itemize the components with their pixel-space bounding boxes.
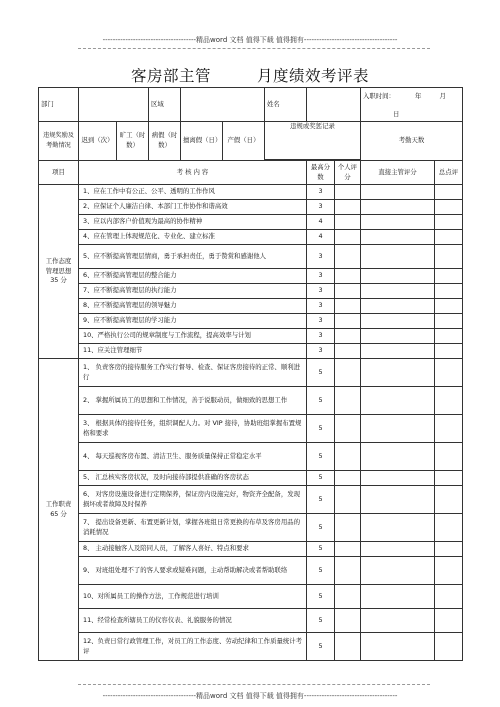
total-comment-cell[interactable] — [435, 215, 463, 230]
total-comment-cell[interactable] — [435, 443, 463, 471]
table-row — [39, 215, 463, 230]
supervisor-score-cell[interactable] — [361, 514, 435, 542]
self-score-cell[interactable] — [335, 284, 361, 299]
section-label: 工作态度管理思想35 分 — [39, 185, 79, 359]
criterion-text: 12、负责日常行政管理工作，对员工的工作态度、劳动纪律和工作质量统计考评 — [79, 633, 307, 661]
self-score-cell[interactable] — [335, 299, 361, 314]
total-comment-cell[interactable] — [435, 200, 463, 215]
title-left: 客房部主管 — [130, 67, 211, 85]
self-score-cell[interactable] — [335, 245, 361, 269]
self-score-cell[interactable] — [335, 443, 361, 471]
criterion-text: 5、应不断提高管理层情商，勇于承担责任，勇于赞赏和感谢他人 — [79, 245, 307, 269]
table-row — [39, 230, 463, 245]
criterion-text: 4、应在管理上体现规范化、专业化、建立标准 — [79, 230, 307, 245]
self-score-cell[interactable] — [335, 329, 361, 344]
supervisor-score-cell[interactable] — [361, 200, 435, 215]
table-row — [39, 557, 463, 585]
total-comment-cell[interactable] — [435, 633, 463, 661]
footer-divider — [78, 684, 430, 685]
absent-label: 旷工（时数） — [117, 122, 149, 161]
table-row — [39, 387, 463, 415]
criterion-text: 10、严格执行公司的规章制度与工作流程，提高效率与计划 — [79, 329, 307, 344]
late-label: 迟到（次） — [79, 122, 117, 161]
table-row — [39, 284, 463, 299]
table-row — [39, 314, 463, 329]
max-score: 5 — [307, 609, 335, 633]
supervisor-score-cell[interactable] — [361, 269, 435, 284]
total-comment-cell[interactable] — [435, 284, 463, 299]
total-comment-cell[interactable] — [435, 585, 463, 609]
table-row — [39, 542, 463, 557]
department-label: 部门 — [39, 88, 79, 122]
table-row — [39, 471, 463, 486]
total-comment-cell[interactable] — [435, 415, 463, 443]
self-score-cell[interactable] — [335, 359, 361, 387]
day-label: 日 — [393, 109, 400, 118]
criterion-text: 2、应保证个人廉洁自律、本部门工作协作和谐高效 — [79, 200, 307, 215]
total-comment-cell[interactable] — [435, 387, 463, 415]
area-value[interactable] — [181, 88, 265, 122]
criterion-text: 4、 每天巡视客房布置、清洁卫生、服务质量保持正常稳定水平 — [79, 443, 307, 471]
name-value[interactable] — [307, 88, 361, 122]
name-label: 姓名 — [265, 88, 307, 122]
supervisor-score-cell[interactable] — [361, 471, 435, 486]
max-score: 5 — [307, 514, 335, 542]
header-divider — [78, 48, 430, 49]
self-score-cell[interactable] — [335, 471, 361, 486]
self-score-cell[interactable] — [335, 269, 361, 284]
max-score: 5 — [307, 633, 335, 661]
self-score-cell[interactable] — [335, 585, 361, 609]
supervisor-score-cell[interactable] — [361, 387, 435, 415]
supervisor-score-cell[interactable] — [361, 185, 435, 200]
criterion-text: 9、 对班组处理不了的客人要求或疑难问题，主动帮助解决或者帮助联络 — [79, 557, 307, 585]
criterion-text: 11、经常检查所辖员工的仪容仪表、礼貌服务的情况 — [79, 609, 307, 633]
table-row — [39, 585, 463, 609]
department-value[interactable] — [79, 88, 149, 122]
max-score: 5 — [307, 585, 335, 609]
self-score-cell[interactable] — [335, 185, 361, 200]
self-score-cell[interactable] — [335, 514, 361, 542]
col-max-score: 最高分数 — [307, 161, 335, 185]
supervisor-score-cell[interactable] — [361, 215, 435, 230]
section-label: 工作职责65 分 — [39, 359, 79, 661]
supervisor-score-cell[interactable] — [361, 415, 435, 443]
supervisor-score-cell[interactable] — [361, 633, 435, 661]
month-label: 月 — [439, 92, 446, 100]
supervisor-score-cell[interactable] — [361, 344, 435, 359]
total-comment-cell[interactable] — [435, 609, 463, 633]
supervisor-score-cell[interactable] — [361, 609, 435, 633]
table-row — [39, 443, 463, 471]
criterion-text: 10、对所属员工的操作方法，工作规范进行培训 — [79, 585, 307, 609]
total-comment-cell[interactable] — [435, 359, 463, 387]
self-score-cell[interactable] — [335, 633, 361, 661]
criterion-text: 3、应以内部客户价值观为最高的协作精神 — [79, 215, 307, 230]
max-score: 5 — [307, 359, 335, 387]
total-comment-cell[interactable] — [435, 299, 463, 314]
self-score-cell[interactable] — [335, 542, 361, 557]
supervisor-score-cell[interactable] — [361, 359, 435, 387]
maternity-label: 产假（日） — [223, 122, 265, 161]
max-score: 3 — [307, 329, 335, 344]
sick-label: 病假（时数） — [149, 122, 181, 161]
hire-time-cell[interactable] — [361, 88, 463, 122]
title-right: 月度绩效考评表 — [257, 67, 370, 85]
total-comment-cell[interactable] — [435, 329, 463, 344]
table-row — [39, 633, 463, 661]
max-score: 5 — [307, 415, 335, 443]
supervisor-score-cell[interactable] — [361, 314, 435, 329]
max-score: 3 — [307, 185, 335, 200]
criterion-text: 8、 主动接触客人及陪同人员，了解客人喜好、特点和要求 — [79, 542, 307, 557]
table-row — [39, 415, 463, 443]
page-title — [0, 64, 500, 86]
criterion-text: 1、应在工作中有公正、公平、透明的工作作风 — [79, 185, 307, 200]
total-comment-cell[interactable] — [435, 269, 463, 284]
max-score: 5 — [307, 443, 335, 471]
area-label: 区域 — [149, 88, 181, 122]
table-row — [39, 344, 463, 359]
total-comment-cell[interactable] — [435, 557, 463, 585]
table-row — [39, 359, 463, 387]
total-comment-cell[interactable] — [435, 542, 463, 557]
hire-time-label: 入职时间： — [363, 92, 395, 100]
table-row — [39, 486, 463, 514]
total-comment-cell[interactable] — [435, 514, 463, 542]
table-row — [39, 514, 463, 542]
max-score: 3 — [307, 299, 335, 314]
max-score: 5 — [307, 557, 335, 585]
criterion-text: 9、应不断提高管理层的学习能力 — [79, 314, 307, 329]
self-score-cell[interactable] — [335, 344, 361, 359]
self-score-cell[interactable] — [335, 230, 361, 245]
criterion-text: 6、应不断提高管理层的整合能力 — [79, 269, 307, 284]
self-score-cell[interactable] — [335, 314, 361, 329]
self-score-cell[interactable] — [335, 215, 361, 230]
max-score: 5 — [307, 542, 335, 557]
max-score: 3 — [307, 200, 335, 215]
total-comment-cell[interactable] — [435, 230, 463, 245]
max-score: 3 — [307, 245, 335, 269]
self-score-cell[interactable] — [335, 609, 361, 633]
max-score: 5 — [307, 486, 335, 514]
criterion-text: 1、 负责客房的接待服务工作实行督导、检查、保证客房接待的正常、顺利进行 — [79, 359, 307, 387]
table-row — [39, 329, 463, 344]
supervisor-score-cell[interactable] — [361, 230, 435, 245]
personal-leave-label: 擅离假（日） — [181, 122, 223, 161]
supervisor-score-cell[interactable] — [361, 299, 435, 314]
criterion-text: 7、 提出设备更新、布置更新计划，掌握各班组日常更换的布草及客房用品的消耗情况 — [79, 514, 307, 542]
max-score: 3 — [307, 269, 335, 284]
table-row — [39, 185, 463, 200]
table-row — [39, 200, 463, 215]
total-comment-cell[interactable] — [435, 314, 463, 329]
attendance-label: 违规奖励及考勤情况 — [39, 122, 79, 161]
supervisor-score-cell[interactable] — [361, 486, 435, 514]
total-comment-cell[interactable] — [435, 185, 463, 200]
col-self-score: 个人评分 — [335, 161, 361, 185]
table-row — [39, 609, 463, 633]
max-score: 3 — [307, 344, 335, 359]
supervisor-score-cell[interactable] — [361, 542, 435, 557]
self-score-cell[interactable] — [335, 486, 361, 514]
max-score: 3 — [307, 314, 335, 329]
max-score: 3 — [307, 284, 335, 299]
footer-note: -------------------------------------精品word 文档 值得下载 值得拥有------------------------------------- — [102, 692, 398, 700]
total-comment-cell[interactable] — [435, 486, 463, 514]
col-supervisor-score: 直接主管评分 — [361, 161, 435, 185]
total-comment-cell[interactable] — [435, 471, 463, 486]
max-score: 5 — [307, 471, 335, 486]
self-score-cell[interactable] — [335, 557, 361, 585]
criterion-text: 8、应不断提高管理层的领导魅力 — [79, 299, 307, 314]
max-score: 4 — [307, 215, 335, 230]
col-item: 项目 — [39, 161, 79, 185]
evaluation-table — [38, 87, 463, 661]
criterion-text: 6、 对客房设施设备进行定期保养，保证房内设施完好，物资齐全配备，发现损坏或者故障及时保养 — [79, 486, 307, 514]
supervisor-score-cell[interactable] — [361, 443, 435, 471]
supervisor-score-cell[interactable] — [361, 284, 435, 299]
header-note: -------------------------------------精品word 文档 值得下载 值得拥有------------------------------------- — [102, 36, 398, 44]
max-score: 4 — [307, 230, 335, 245]
table-row — [39, 269, 463, 284]
col-total: 总点评 — [435, 161, 463, 185]
supervisor-score-cell[interactable] — [361, 245, 435, 269]
total-comment-cell[interactable] — [435, 245, 463, 269]
violation-record-label: 违规或奖惩记录 — [265, 122, 361, 160]
total-comment-cell[interactable] — [435, 344, 463, 359]
table-row — [39, 299, 463, 314]
table-row — [39, 245, 463, 269]
supervisor-score-cell[interactable] — [361, 557, 435, 585]
year-label: 年 — [415, 92, 422, 100]
max-score: 5 — [307, 387, 335, 415]
attendance-days-label: 考勤天数 — [361, 122, 463, 161]
supervisor-score-cell[interactable] — [361, 585, 435, 609]
criterion-text: 5、 汇总核实客房状况，及时向接待部提供准确的客房状态 — [79, 471, 307, 486]
criterion-text: 7、应不断提高管理层的执行能力 — [79, 284, 307, 299]
criterion-text: 11、应关注管理细节 — [79, 344, 307, 359]
criterion-text: 3、 根据具体的接待任务，组织调配人力。对 VIP 接待，协助班组掌握布置规格和要求 — [79, 415, 307, 443]
self-score-cell[interactable] — [335, 387, 361, 415]
supervisor-score-cell[interactable] — [361, 329, 435, 344]
self-score-cell[interactable] — [335, 200, 361, 215]
self-score-cell[interactable] — [335, 415, 361, 443]
criterion-text: 2、 掌握所属员工的思想和工作情况，善于说服动员，做细致的思想工作 — [79, 387, 307, 415]
col-content: 考 核 内 容 — [79, 161, 307, 185]
